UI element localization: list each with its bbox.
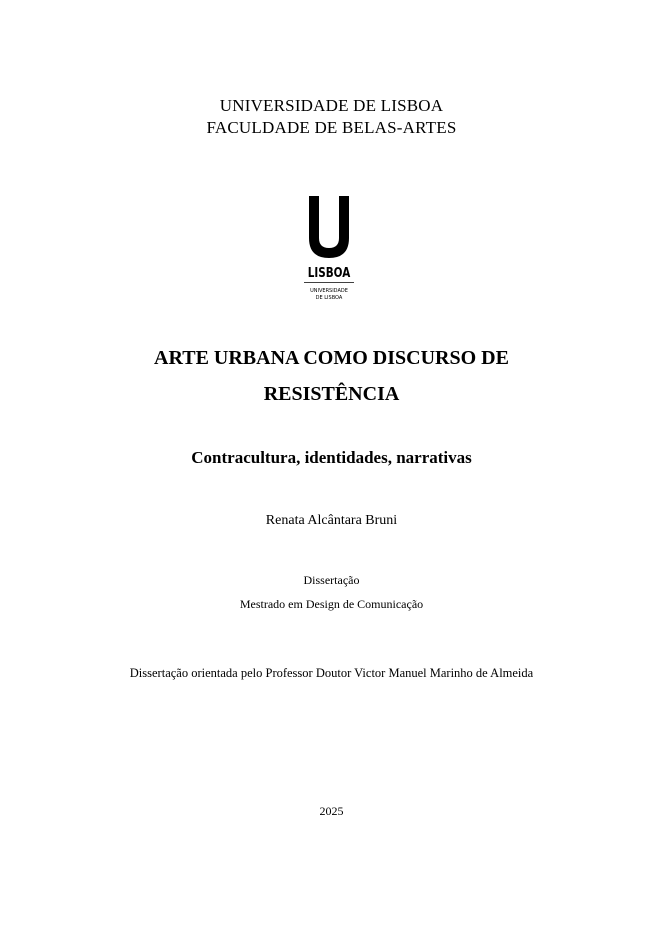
logo-caption-line2: DE LISBOA: [315, 295, 343, 301]
thesis-title-line2: RESISTÊNCIA: [263, 383, 400, 405]
year: 2025: [319, 804, 344, 818]
document-type: Dissertação: [303, 573, 360, 587]
author-name: Renata Alcântara Bruni: [265, 513, 398, 528]
thesis-subtitle: Contracultura, identidades, narrativas: [191, 448, 472, 467]
thesis-title-line1: ARTE URBANA COMO DISCURSO DE: [154, 347, 509, 369]
logo-wordmark: LISBOA: [307, 264, 351, 281]
degree-name: Mestrado em Design de Comunicação: [239, 597, 424, 611]
university-name: UNIVERSIDADE DE LISBOA: [219, 96, 444, 115]
supervisor-line: Dissertação orientada pelo Professor Doutor Victor Manuel Marinho de Almeida: [129, 666, 534, 680]
university-logo: [298, 196, 360, 316]
logo-caption-line1: UNIVERSIDADE: [310, 288, 348, 294]
faculty-name: FACULDADE DE BELAS-ARTES: [206, 118, 457, 137]
logo-u-letter: [309, 196, 349, 258]
